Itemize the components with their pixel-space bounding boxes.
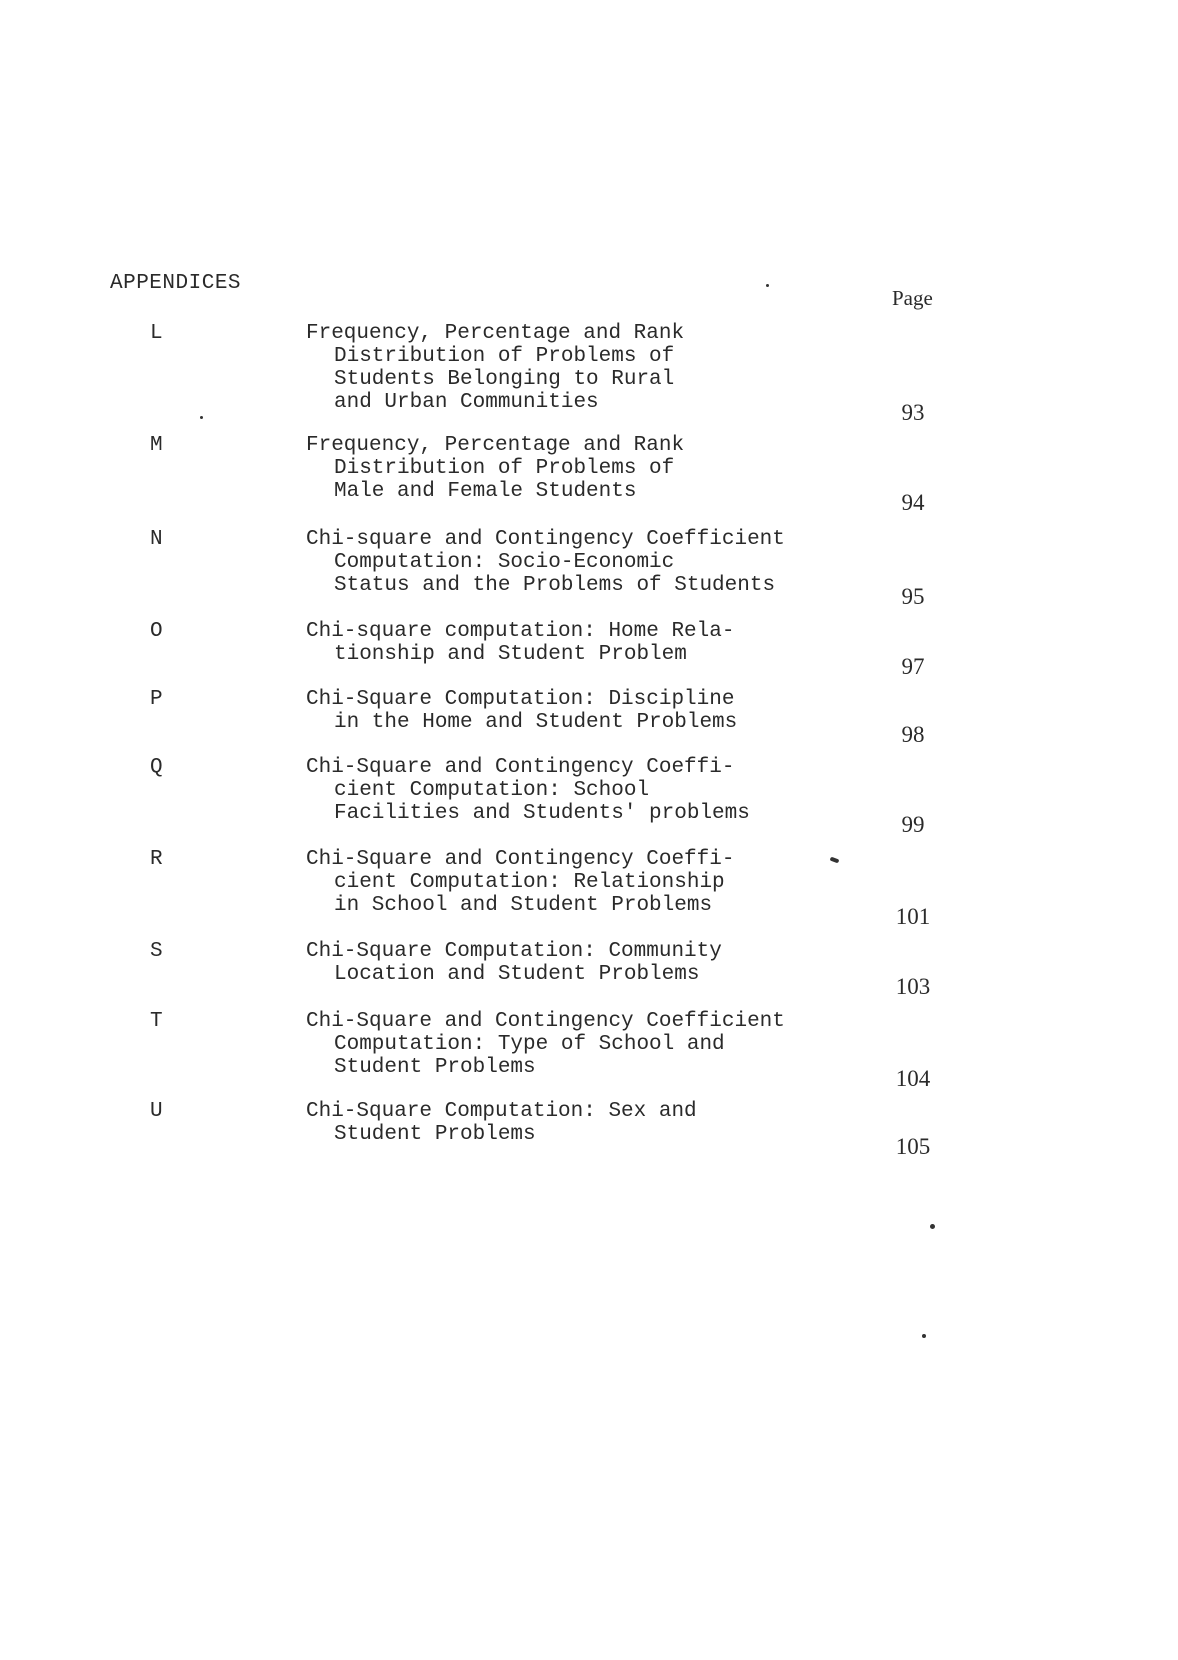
appendix-title-line: Student Problems: [334, 1056, 536, 1079]
page-column-label: Page: [892, 286, 933, 310]
appendix-title-line: Chi-Square Computation: Community: [306, 940, 722, 963]
appendix-title-line: in the Home and Student Problems: [334, 711, 738, 734]
appendix-letter: P: [150, 688, 163, 711]
scan-speck: [766, 284, 769, 287]
appendix-title: [306, 848, 734, 917]
appendix-title-line: Chi-square and Contingency Coefficient: [306, 528, 785, 551]
appendix-title-line: tionship and Student Problem: [334, 643, 687, 666]
appendix-title: [306, 322, 684, 414]
appendix-page-number: 98: [901, 722, 925, 747]
appendix-title-line: Chi-Square and Contingency Coefficient: [306, 1010, 785, 1033]
appendix-letter: O: [150, 620, 163, 643]
appendix-page-number: 103: [895, 974, 931, 999]
appendix-title-line: Chi-Square and Contingency Coeffi-: [306, 848, 735, 871]
appendix-title-line: Chi-Square and Contingency Coeffi-: [306, 756, 735, 779]
appendix-title-line: Status and the Problems of Students: [334, 574, 776, 597]
appendix-title-line: Facilities and Students' problems: [334, 802, 750, 825]
appendix-title-line: and Urban Communities: [334, 391, 599, 414]
appendix-page-number: 101: [895, 904, 931, 929]
appendix-title: [306, 528, 785, 597]
appendix-title-line: Computation: Socio-Economic: [334, 551, 675, 574]
appendix-title: [306, 756, 750, 825]
appendix-page-number: 105: [895, 1134, 931, 1159]
appendix-title-line: cient Computation: Relationship: [334, 871, 725, 894]
appendix-title-line: Frequency, Percentage and Rank: [306, 322, 685, 345]
appendix-title: [306, 1100, 697, 1146]
scan-speck: [930, 1224, 935, 1229]
appendix-letter: T: [150, 1010, 163, 1033]
appendix-title-line: Chi-Square Computation: Sex and: [306, 1100, 697, 1123]
appendix-title-line: Distribution of Problems of: [334, 457, 675, 480]
appendix-title-line: Student Problems: [334, 1123, 536, 1146]
appendix-letter: S: [150, 940, 163, 963]
appendix-letter: Q: [150, 756, 163, 779]
scan-speck: [922, 1334, 926, 1338]
appendix-letter: M: [150, 434, 163, 457]
appendix-letter: L: [150, 322, 163, 345]
appendix-title-line: Students Belonging to Rural: [334, 368, 675, 391]
scan-speck: [830, 857, 840, 864]
appendix-title: [306, 620, 734, 666]
appendix-title-line: Chi-Square Computation: Discipline: [306, 688, 735, 711]
appendix-title: [306, 434, 684, 503]
appendices-heading: APPENDICES: [110, 272, 242, 295]
appendix-title: [306, 1010, 785, 1079]
appendix-title-line: Frequency, Percentage and Rank: [306, 434, 685, 457]
appendix-page-number: 104: [895, 1066, 931, 1091]
appendix-title: [306, 688, 737, 734]
appendix-title-line: Chi-square computation: Home Rela-: [306, 620, 735, 643]
scan-speck: [200, 416, 203, 419]
appendix-page-number: 99: [901, 812, 925, 837]
appendix-letter: R: [150, 848, 163, 871]
appendix-letter: N: [150, 528, 163, 551]
appendix-title-line: cient Computation: School: [334, 779, 650, 802]
appendix-letter: U: [150, 1100, 163, 1123]
appendix-page-number: 95: [901, 584, 925, 609]
appendix-title-line: Computation: Type of School and: [334, 1033, 725, 1056]
appendix-title: [306, 940, 722, 986]
appendix-page-number: 93: [901, 400, 925, 425]
appendix-page-number: 97: [901, 654, 925, 679]
appendix-title-line: Distribution of Problems of: [334, 345, 675, 368]
appendix-title-line: Male and Female Students: [334, 480, 637, 503]
appendix-page-number: 94: [901, 490, 925, 515]
appendix-title-line: Location and Student Problems: [334, 963, 700, 986]
appendix-title-line: in School and Student Problems: [334, 894, 713, 917]
